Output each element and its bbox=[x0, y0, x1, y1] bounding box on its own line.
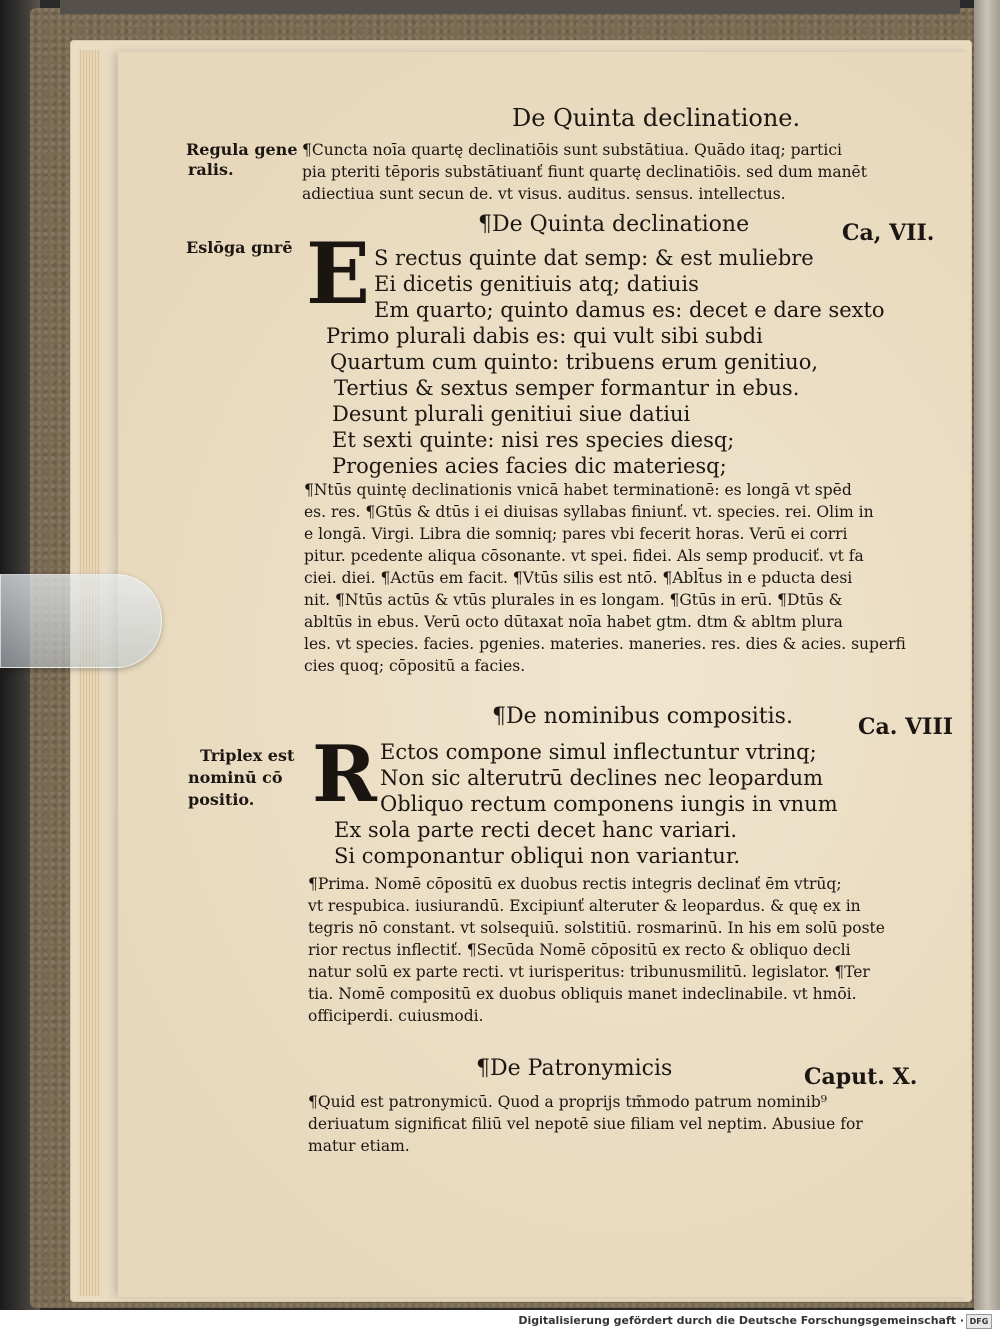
verse-line: Obliquo rectum componens iungis in vnum bbox=[380, 792, 838, 816]
prose-line: e longā. Virgi. Libra die somniq; pares vbi fecerit horas. Verū ei corri bbox=[304, 525, 848, 543]
footer-bar bbox=[0, 1310, 1000, 1331]
page-clip bbox=[0, 574, 162, 668]
prose-line: les. vt species. facies. pgenies. materies. maneries. res. dies & acies. superfi bbox=[304, 635, 906, 653]
prose-line: pia pteriti tēporis substātiuanť fiunt quartę declinatiōis. sed dum manēt bbox=[302, 163, 867, 181]
prose-line: ¶Prima. Nomē cōpositū ex duobus rectis integris declinať ēm vtrūq; bbox=[308, 875, 842, 893]
chapter-number: Caput. X. bbox=[804, 1064, 918, 1090]
running-header: De Quinta declinatione. bbox=[512, 104, 801, 132]
prose-line: ¶Ntūs quintę declinationis vnicā habet terminationē: es longā vt spēd bbox=[304, 481, 852, 499]
drop-initial: R bbox=[312, 729, 377, 820]
funding-credit: Digitalisierung gefördert durch die Deutsche Forschungsgemeinschaft · bbox=[518, 1314, 964, 1327]
prose-line: deriuatum significat filiū vel nepotē siue filiam vel neptim. Abusiue for bbox=[308, 1115, 863, 1133]
prose-line: tegris nō constant. vt solsequiū. solstitiū. rosmarinū. In his em solū poste bbox=[308, 919, 885, 937]
drop-initial: E bbox=[306, 224, 371, 323]
chapter-number: Ca, VII. bbox=[842, 220, 935, 246]
chapter-title: ¶De nominibus compositis. bbox=[492, 704, 793, 729]
margin-note: Eslōga gnrē bbox=[186, 238, 293, 257]
chapter-title: ¶De Quinta declinatione bbox=[478, 212, 750, 237]
margin-note: ralis. bbox=[188, 160, 234, 179]
verse-line: Non sic alterutrū declines nec leopardum bbox=[380, 766, 824, 790]
prose-line: pitur. pcedente aliqua cōsonante. vt spei. fidei. Als semp produciť. vt fa bbox=[304, 547, 864, 565]
verse-line: Quartum cum quinto: tribuens erum genitiuo, bbox=[330, 350, 819, 374]
prose-line: cies quoq; cōpositū a facies. bbox=[304, 657, 526, 675]
prose-line: matur etiam. bbox=[308, 1137, 410, 1155]
prose-line: adiectiua sunt secun de. vt visus. auditus. sensus. intellectus. bbox=[302, 185, 786, 203]
verse-line: Ei dicetis genitiuis atq; datiuis bbox=[374, 272, 699, 296]
margin-note: Triplex est bbox=[200, 746, 295, 765]
prose-line: es. res. ¶Gtūs & dtūs i ei diuisas syllabas finiunť. vt. species. rei. Olim in bbox=[304, 503, 874, 521]
prose-line: ciei. diei. ¶Actūs em facit. ¶Vtūs silis est ntō. ¶Ablt̄us in e pducta desi bbox=[304, 569, 853, 587]
margin-note: Regula gene bbox=[186, 140, 298, 159]
book-top-edge bbox=[60, 0, 960, 14]
verse-line: Ex sola parte recti decet hanc variari. bbox=[334, 818, 738, 842]
prose-line: natur solū ex parte recti. vt iurisperitus: tribunusmilitū. legislator. ¶Ter bbox=[308, 963, 870, 981]
verse-line: Si componantur obliqui non variantur. bbox=[334, 844, 741, 868]
margin-note: nominū cō bbox=[188, 768, 283, 787]
prose-line: officiperdi. cuiusmodi. bbox=[308, 1007, 484, 1025]
verse-line: S rectus quinte dat semp: & est muliebre bbox=[374, 246, 814, 270]
verse-line: Em quarto; quinto damus es: decet e dare sexto bbox=[374, 298, 885, 322]
prose-line: ¶Cuncta noīa quartę declinatiōis sunt substātiua. Quādo itaq; partici bbox=[302, 141, 842, 159]
prose-line: abltūs in ebus. Verū octo dūtaxat noīa habet gtm. dtm & abltm plura bbox=[304, 613, 843, 631]
verse-line: Progenies acies facies dic materiesq; bbox=[332, 454, 727, 478]
scan-right-strip bbox=[974, 0, 1000, 1310]
chapter-title: ¶De Patronymicis bbox=[476, 1056, 673, 1081]
verse-line: Primo plurali dabis es: qui vult sibi subdi bbox=[326, 324, 763, 348]
prose-line: ¶Quid est patronymicū. Quod a proprijs tm̄modo patrum nominib⁹ bbox=[308, 1093, 827, 1111]
prose-line: vt respubica. iusiurandū. Excipiunť alteruter & leopardus. & quę ex in bbox=[308, 897, 861, 915]
margin-note: positio. bbox=[188, 790, 255, 809]
verse-line: Ectos compone simul inflectuntur vtrinq; bbox=[380, 740, 817, 764]
prose-line: tia. Nomē compositū ex duobus obliquis manet indeclinabile. vt hmōi. bbox=[308, 985, 857, 1003]
verse-line: Et sexti quinte: nisi res species diesq; bbox=[332, 428, 735, 452]
verse-line: Tertius & sextus semper formantur in ebus. bbox=[334, 376, 800, 400]
prose-line: nit. ¶Ntūs actūs & vtūs plurales in es longam. ¶Gtūs in erū. ¶Dtūs & bbox=[304, 591, 843, 609]
dfg-logo: DFG bbox=[966, 1314, 992, 1329]
chapter-number: Ca. VIII bbox=[858, 714, 954, 740]
prose-line: rior rectus inflectiť. ¶Secūda Nomē cōpositū ex recto & obliquo decli bbox=[308, 941, 851, 959]
verse-line: Desunt plurali genitiui siue datiui bbox=[332, 402, 691, 426]
